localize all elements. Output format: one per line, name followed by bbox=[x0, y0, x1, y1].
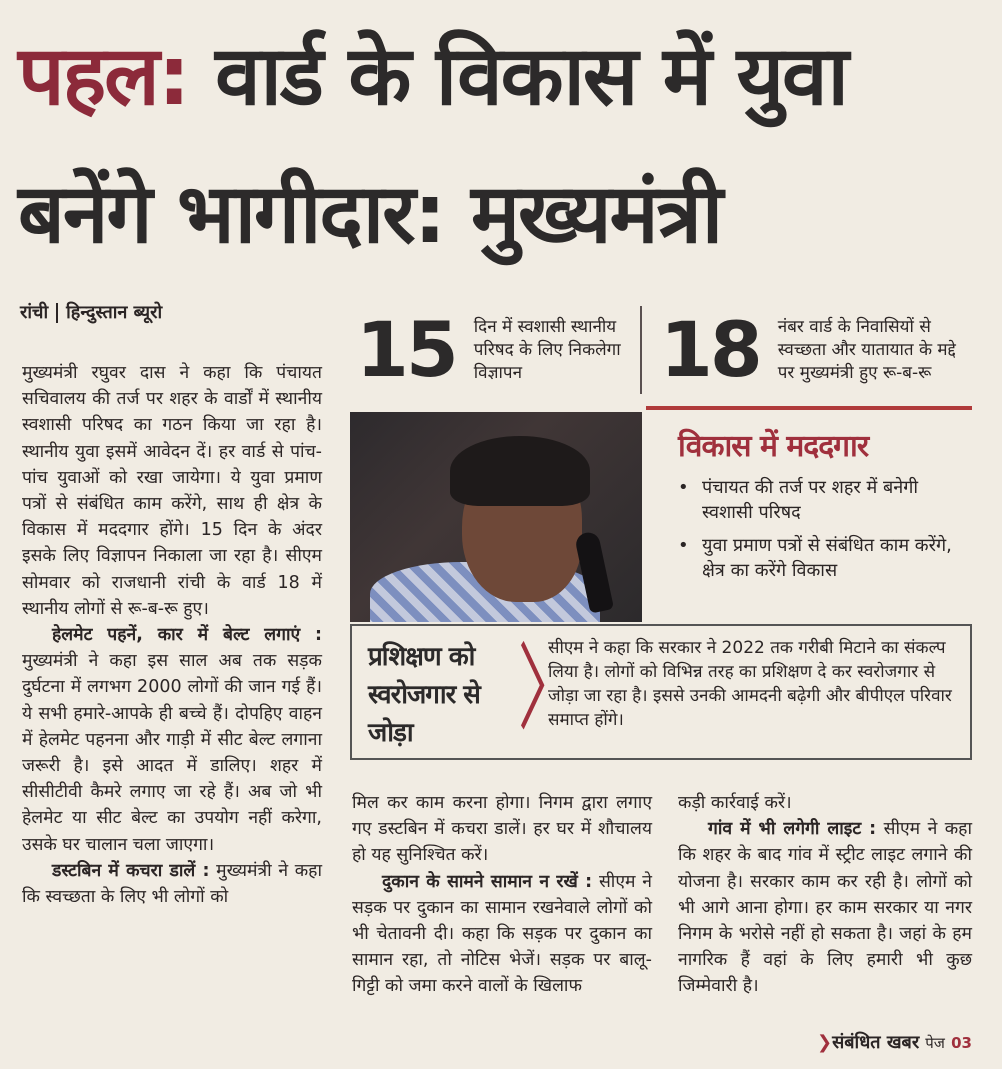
article-column-1 bbox=[22, 360, 322, 910]
article-column-2 bbox=[352, 790, 652, 1000]
headline-text-1: वार्ड के विकास में युवा bbox=[215, 29, 847, 124]
byline-source: हिन्दुस्तान ब्यूरो bbox=[66, 302, 163, 323]
byline-divider bbox=[56, 303, 58, 323]
skill-box-label: प्रशिक्षण को स्वरोजगार से जोड़ा bbox=[368, 642, 480, 748]
skill-box-body: सीएम ने कहा कि सरकार ने 2022 तक गरीबी मिटाने का संकल्प लिया है। लोगों को विभिन्न तरह का प्रशिक्षण दे कर स्वरोजगार से जोड़ा जा रहा है। इससे उनकी आमदनी बढ़ेगी और बीपीएल परिवार समाप्त होंगे। bbox=[548, 638, 952, 730]
article-paragraph: मुख्यमंत्री ने कहा इस साल अब तक सड़क दुर्घटना में लगभग 2000 लोगों की जान गई हैं। ये सभी हमारे-आपके ही बच्चे हैं। दोपहिए वाहन में हेलमेट पहनना और गाड़ी में सीट बेल्ट लगाना जरूरी है। इसे आदत में डालिए। शहर में सीसीटीवी कैमरे लगाए जा रहे हैं। अब जो भी हेलमेट या सीट बेल्ट का उपयोग नहीं करेगा, उसके घर चालान चला जाएगा। bbox=[22, 651, 322, 855]
article-subhead: हेलमेट पहनें, कार में बेल्ट लगाएं : bbox=[52, 625, 322, 646]
chief-minister-photo bbox=[350, 412, 642, 622]
headline bbox=[18, 8, 993, 284]
fact-divider bbox=[640, 306, 642, 394]
fact-number: 18 bbox=[660, 305, 760, 394]
dateline-place: रांची bbox=[20, 302, 49, 323]
sidebar-item: • पंचायत की तर्ज पर शहर में बनेगी स्वशासी परिषद bbox=[646, 475, 972, 525]
chevron-right-icon: ❯ bbox=[817, 1032, 833, 1053]
article-paragraph: मुख्यमंत्री रघुवर दास ने कहा कि पंचायत सचिवालय की तर्ज पर शहर के वार्डों में स्थानीय स्वशासी परिषद का गठन किया जा रहा है। स्थानीय युवा इसमें आवेदन दें। हर वार्ड से पांच-पांच युवाओं को रखा जायेगा। ये युवा प्रमाण पत्रों से संबंधित काम करेंगे, साथ ही क्षेत्र के विकास में मददगार होंगे। 15 दिन के अंदर इसके लिए विज्ञापन निकाला जा रहा है। सीएम सोमवार को राजधानी रांची के वार्ड 18 में स्थानीय लोगों से रू-ब-रू हुए। bbox=[22, 363, 322, 619]
article-subhead: दुकान के सामने सामान न रखें : bbox=[382, 871, 593, 892]
article-paragraph: सीएम ने सड़क पर दुकान का सामान रखनेवाले लोगों को भी चेतावनी दी। कहा कि सड़क पर दुकान का सामान रहा, तो नोटिस भेजें। सड़क पर बालू-गिट्टी को जमा करने वालों के खिलाफ bbox=[352, 871, 652, 997]
article-subhead: डस्टबिन में कचरा डालें : bbox=[52, 860, 210, 881]
headline-kicker: पहल: bbox=[18, 29, 189, 124]
sidebar-box bbox=[646, 406, 972, 591]
fact-box-18 bbox=[660, 305, 972, 394]
article-paragraph: सीएम ने कहा कि शहर के बाद गांव में स्ट्रीट लाइट लगाने की योजना है। सरकार काम कर रही है। लोगों को भी आगे आना होगा। हर काम सरकार या नगर निगम के भरोसे नहीं हो सकता है। जहां के हम नागरिक हैं वहां के लिए हमारी भी कुछ जिम्मेवारी है। bbox=[678, 819, 973, 997]
article-subhead: गांव में भी लगेगी लाइट : bbox=[708, 819, 877, 840]
fact-number: 15 bbox=[356, 305, 456, 394]
article-column-3 bbox=[678, 790, 972, 1000]
page-word: पेज bbox=[925, 1034, 945, 1052]
sidebar-title: विकास में मददगार bbox=[678, 429, 869, 464]
fact-text: नंबर वार्ड के निवासियों से स्वच्छता और यातायात के मद्दे पर मुख्यमंत्री हुए रू-ब-रू bbox=[777, 317, 956, 383]
sidebar-item: • युवा प्रमाण पत्रों से संबंधित काम करेंगे, क्षेत्र का करेंगे विकास bbox=[646, 533, 972, 583]
headline-line-2: बनेंगे भागीदार: मुख्यमंत्री bbox=[18, 167, 722, 262]
fact-text: दिन में स्वशासी स्थानीय परिषद के लिए निकलेगा विज्ञापन bbox=[473, 317, 621, 383]
related-news-label: संबंधित खबर bbox=[832, 1032, 920, 1053]
article-paragraph: मिल कर काम करना होगा। निगम द्वारा लगाए गए डस्टबिन में कचरा डालें। हर घर में शौचालय हो यह सुनिश्चित करें। bbox=[352, 793, 652, 866]
headline-line-1 bbox=[18, 8, 993, 146]
byline bbox=[20, 300, 162, 324]
skill-box bbox=[350, 624, 972, 760]
page-number: 03 bbox=[951, 1034, 972, 1052]
fact-box-15 bbox=[356, 305, 636, 394]
photo-hair bbox=[450, 436, 590, 506]
related-news-link[interactable] bbox=[817, 1030, 972, 1054]
chevron-right-icon: 〉 bbox=[520, 636, 570, 741]
article-paragraph: कड़ी कार्रवाई करें। bbox=[678, 793, 792, 813]
article-paragraph: मुख्यमंत्री ने कहा कि स्वच्छता के लिए भी लोगों को bbox=[22, 860, 322, 908]
